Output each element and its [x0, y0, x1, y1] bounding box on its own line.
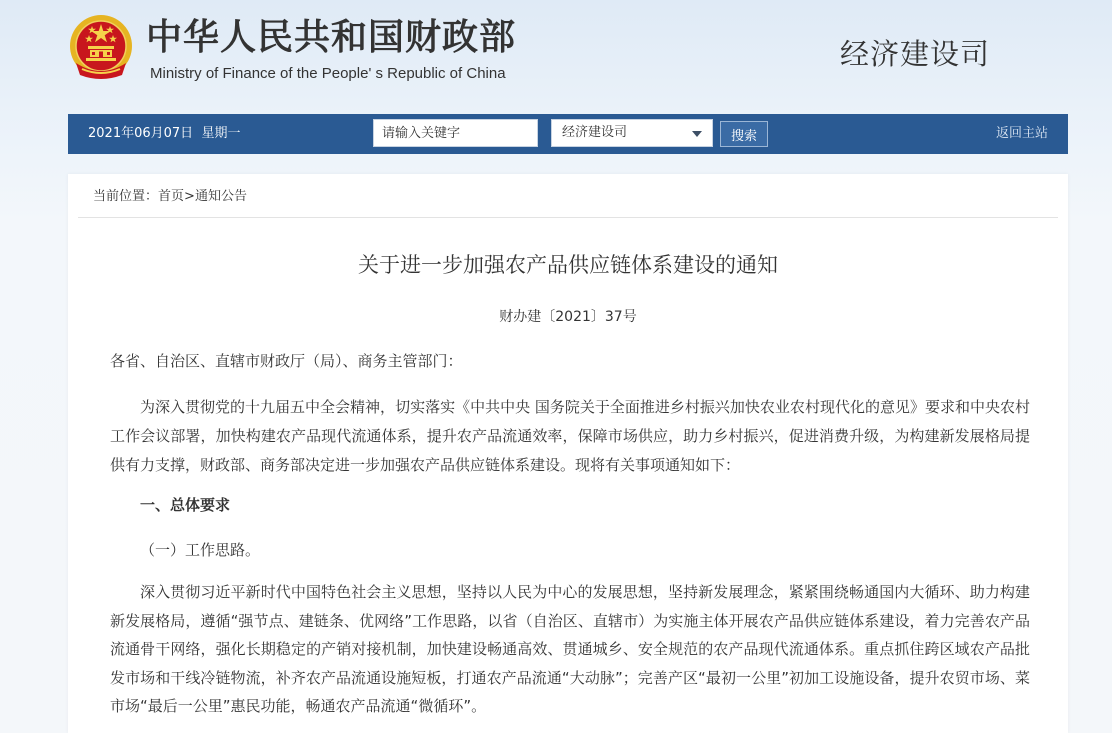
breadcrumb-current[interactable]: 通知公告 [194, 189, 247, 204]
body-paragraph: 深入贯彻习近平新时代中国特色社会主义思想，坚持以人民为中心的发展思想，坚持新发展理念，紧紧围绕畅通国内大循环、助力构建新发展格局，遵循“强节点、建链条、优网络”工作思路，以省（自治区、直辖市）为实施主体开展农产品供应链体系建设，着力完善农产品流通骨干网络，强化长期稳定的产销对接机制，加快建设畅通高效、贯通城乡、安全规范的农产品现代流通体系。重点抓住跨区域农产品批发市场和干线冷链物流，补齐农产品流通设施短板，打通农产品流通“大动脉”；完善产区“最初一公里”初加工设施设备，提升农贸市场、菜市场“最后一公里”惠民功能，畅通农产品流通“微循环”。 [110, 583, 1030, 715]
document-number: 财办建〔2021〕37号 [499, 309, 637, 325]
nav-bar [68, 114, 1068, 154]
department-select[interactable] [551, 119, 713, 147]
site-subtitle-en: Ministry of Finance of the People' s Republic of China [150, 65, 506, 82]
breadcrumb-divider [78, 217, 1058, 218]
breadcrumb-home[interactable]: 首页 [158, 189, 185, 204]
site-header [0, 0, 1112, 114]
subsection-heading: （一）工作思路。 [140, 541, 261, 559]
chevron-down-icon [692, 131, 702, 137]
national-emblem-icon [68, 13, 134, 83]
article-container [68, 174, 1068, 733]
salutation: 各省、自治区、直辖市财政厅（局）、商务主管部门： [110, 352, 463, 370]
back-to-main-link[interactable]: 返回主站 [995, 126, 1048, 141]
breadcrumb-separator: > [184, 189, 195, 204]
current-date [88, 114, 240, 154]
site-title: 中华人民共和国财政部 [146, 17, 517, 58]
department-name: 经济建设司 [840, 37, 991, 71]
department-select-value: 经济建设司 [562, 125, 628, 140]
intro-paragraph: 为深入贯彻党的十九届五中全会精神，切实落实《中共中央 国务院关于全面推进乡村振兴加快农业农村现代化的意见》要求和中央农村工作会议部署，加快构建农产品现代流通体系，提升农产品流通效率，保障市场供应，助力乡村振兴，促进消费升级，为构建新发展格局提供有力支撑，财政部、商务部决定进一步加强农产品供应链体系建设。现将有关事项通知如下： [110, 398, 1030, 474]
search-input[interactable] [373, 119, 538, 147]
breadcrumb [93, 186, 247, 208]
search-button[interactable]: 搜索 [720, 121, 768, 147]
weekday-text: 星期一 [201, 126, 241, 141]
section-heading: 一、总体要求 [140, 496, 231, 514]
article-title: 关于进一步加强农产品供应链体系建设的通知 [358, 253, 778, 277]
breadcrumb-prefix: 当前位置： [93, 189, 159, 204]
date-text: 2021年06月07日 [88, 126, 194, 141]
